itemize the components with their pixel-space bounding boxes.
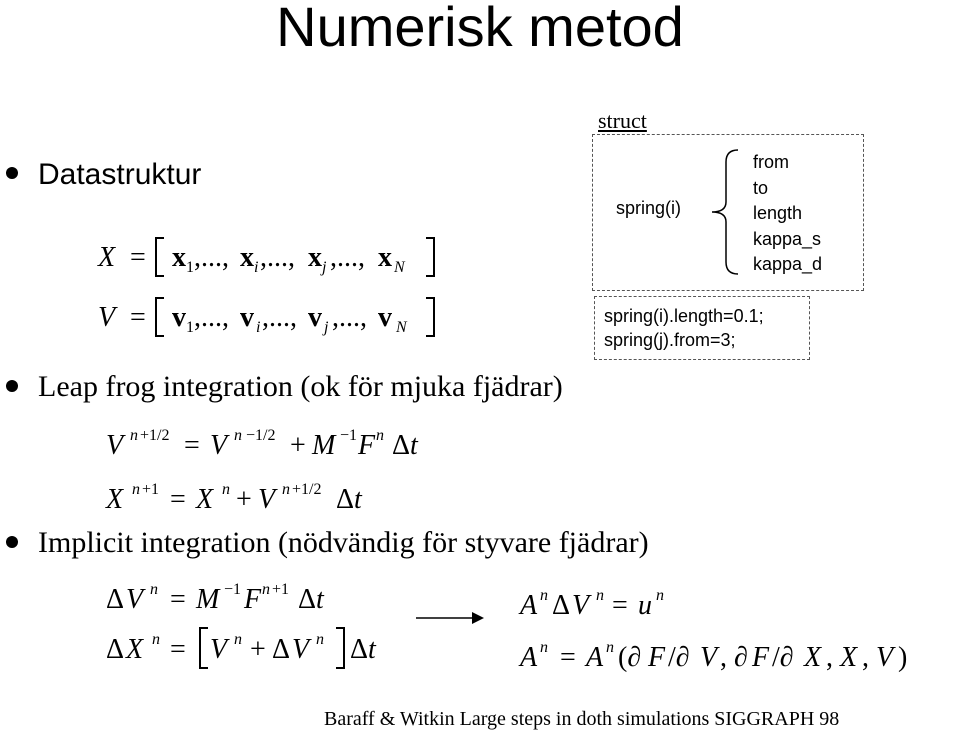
implicit-equations bbox=[100, 572, 930, 682]
field-length: length bbox=[753, 203, 803, 223]
svg-text:, ∂: , ∂ bbox=[720, 642, 748, 673]
svg-text:v: v bbox=[172, 302, 186, 333]
svg-text:n: n bbox=[262, 581, 270, 598]
svg-text:F: F bbox=[244, 584, 262, 615]
svg-text:F: F bbox=[648, 642, 666, 673]
bullet-leap-frog: Leap frog integration (ok för mjuka fjädrar) bbox=[6, 370, 563, 404]
svg-text:+: + bbox=[236, 484, 252, 515]
svg-text:n: n bbox=[540, 639, 548, 656]
svg-text:x: x bbox=[378, 242, 392, 273]
svg-text:A: A bbox=[586, 642, 604, 673]
svg-text:F: F bbox=[358, 430, 376, 461]
svg-text:n: n bbox=[234, 427, 242, 444]
svg-text:=: = bbox=[612, 590, 628, 621]
svg-text:j: j bbox=[324, 319, 329, 336]
svg-text:x: x bbox=[172, 242, 186, 273]
svg-text:n: n bbox=[132, 481, 140, 498]
svg-text:V: V bbox=[700, 642, 718, 673]
field-from: from bbox=[753, 152, 789, 172]
svg-text:v: v bbox=[240, 302, 254, 333]
position-velocity-vectors bbox=[90, 230, 460, 340]
svg-text:n: n bbox=[376, 427, 384, 444]
svg-text:t: t bbox=[410, 430, 418, 461]
svg-text:Δ: Δ bbox=[106, 584, 125, 615]
page-title: Numerisk metod bbox=[276, 0, 684, 58]
svg-text:N: N bbox=[394, 259, 405, 276]
svg-text:v: v bbox=[378, 302, 392, 333]
svg-text:,...,: ,..., bbox=[332, 302, 367, 333]
svg-text:V: V bbox=[210, 430, 228, 461]
svg-text:t: t bbox=[368, 634, 376, 665]
svg-text:=: = bbox=[170, 584, 186, 615]
svg-text:=: = bbox=[170, 634, 186, 665]
svg-text:=: = bbox=[560, 642, 576, 673]
svg-text:n: n bbox=[150, 581, 158, 598]
svg-text:V: V bbox=[98, 302, 116, 333]
svg-text:u: u bbox=[638, 590, 652, 621]
svg-text:−1: −1 bbox=[340, 427, 358, 444]
svg-text:i: i bbox=[256, 319, 261, 336]
svg-text:n: n bbox=[222, 481, 230, 498]
svg-text:V: V bbox=[210, 634, 228, 665]
svg-text:Δ: Δ bbox=[272, 634, 291, 665]
svg-text:,...,: ,..., bbox=[262, 302, 297, 333]
svg-text:t: t bbox=[316, 584, 324, 615]
svg-text:,...,: ,..., bbox=[194, 242, 229, 273]
svg-text:+: + bbox=[290, 430, 306, 461]
svg-text:−1/2: −1/2 bbox=[246, 427, 276, 444]
citation-footer: Baraff & Witkin Large steps in doth simulations SIGGRAPH 98 bbox=[324, 708, 840, 730]
svg-text:X: X bbox=[840, 642, 858, 673]
svg-text:V: V bbox=[258, 484, 276, 515]
svg-text:V: V bbox=[876, 642, 894, 673]
svg-text:n: n bbox=[282, 481, 290, 498]
svg-text:i: i bbox=[254, 259, 259, 276]
svg-text:X: X bbox=[196, 484, 214, 515]
svg-text:n: n bbox=[656, 587, 664, 604]
svg-text:): ) bbox=[898, 642, 908, 673]
example-code: spring(i).length=0.1; spring(j).from=3; bbox=[604, 306, 764, 350]
svg-text:Δ: Δ bbox=[392, 430, 411, 461]
svg-text:j: j bbox=[322, 259, 327, 276]
svg-text:V: V bbox=[126, 584, 144, 615]
svg-text:n: n bbox=[606, 639, 614, 656]
svg-text:X: X bbox=[126, 634, 144, 665]
svg-text:/∂: /∂ bbox=[668, 642, 690, 673]
field-kappa-d: kappa_d bbox=[753, 254, 823, 274]
field-kappa-s: kappa_s bbox=[753, 228, 822, 249]
svg-text:n: n bbox=[234, 631, 242, 648]
svg-text:n: n bbox=[540, 587, 548, 604]
svg-text:=: = bbox=[130, 242, 146, 273]
svg-text:Δ: Δ bbox=[336, 484, 355, 515]
svg-text:−1: −1 bbox=[224, 581, 242, 598]
svg-text:n: n bbox=[596, 587, 604, 604]
svg-text:A: A bbox=[520, 590, 538, 621]
svg-text:n: n bbox=[130, 427, 138, 444]
struct-fields bbox=[753, 150, 822, 278]
svg-text:+: + bbox=[250, 634, 266, 665]
bullet-dot bbox=[6, 380, 18, 392]
svg-text:v: v bbox=[308, 302, 322, 333]
bullet-implicit: Implicit integration (nödvändig för styvare fjädrar) bbox=[6, 526, 649, 560]
svg-text:(∂: (∂ bbox=[618, 642, 642, 673]
svg-text:V: V bbox=[106, 430, 124, 461]
svg-text:X: X bbox=[98, 242, 116, 273]
svg-text:V: V bbox=[292, 634, 310, 665]
svg-text:n: n bbox=[316, 631, 324, 648]
svg-text:N: N bbox=[396, 319, 407, 336]
svg-text:M: M bbox=[196, 584, 220, 615]
leap-frog-equations bbox=[100, 420, 440, 520]
svg-text:,: , bbox=[826, 642, 833, 673]
svg-text:=: = bbox=[170, 484, 186, 515]
svg-text:Δ: Δ bbox=[350, 634, 369, 665]
svg-text:Δ: Δ bbox=[298, 584, 317, 615]
svg-text:1: 1 bbox=[186, 259, 194, 276]
svg-text:F: F bbox=[752, 642, 770, 673]
svg-text:x: x bbox=[308, 242, 322, 273]
bullet-dot bbox=[6, 167, 18, 179]
svg-text:X: X bbox=[106, 484, 124, 515]
svg-text:Δ: Δ bbox=[106, 634, 125, 665]
svg-text:+1/2: +1/2 bbox=[292, 481, 322, 498]
svg-text:Δ: Δ bbox=[552, 590, 571, 621]
svg-text:,...,: ,..., bbox=[260, 242, 295, 273]
svg-text:t: t bbox=[354, 484, 362, 515]
svg-text:V: V bbox=[572, 590, 590, 621]
bullet-datastruktur: Datastruktur bbox=[6, 158, 201, 192]
svg-text:,: , bbox=[862, 642, 869, 673]
field-to: to bbox=[753, 177, 769, 198]
svg-text:A: A bbox=[520, 642, 538, 673]
svg-text:X: X bbox=[804, 642, 822, 673]
bullet-dot bbox=[6, 536, 18, 548]
svg-text:,...,: ,..., bbox=[330, 242, 365, 273]
svg-text:+1: +1 bbox=[142, 481, 160, 498]
svg-text:1: 1 bbox=[186, 319, 194, 336]
svg-text:,...,: ,..., bbox=[194, 302, 229, 333]
svg-text:+1: +1 bbox=[272, 581, 290, 598]
svg-text:n: n bbox=[152, 631, 160, 648]
curly-brace-icon bbox=[702, 146, 742, 278]
struct-label: struct bbox=[598, 108, 647, 133]
spring-label: spring(i) bbox=[616, 198, 682, 218]
svg-text:+1/2: +1/2 bbox=[140, 427, 170, 444]
svg-text:=: = bbox=[184, 430, 200, 461]
svg-text:/∂: /∂ bbox=[772, 642, 794, 673]
svg-text:x: x bbox=[240, 242, 254, 273]
svg-text:M: M bbox=[312, 430, 336, 461]
svg-text:=: = bbox=[130, 302, 146, 333]
